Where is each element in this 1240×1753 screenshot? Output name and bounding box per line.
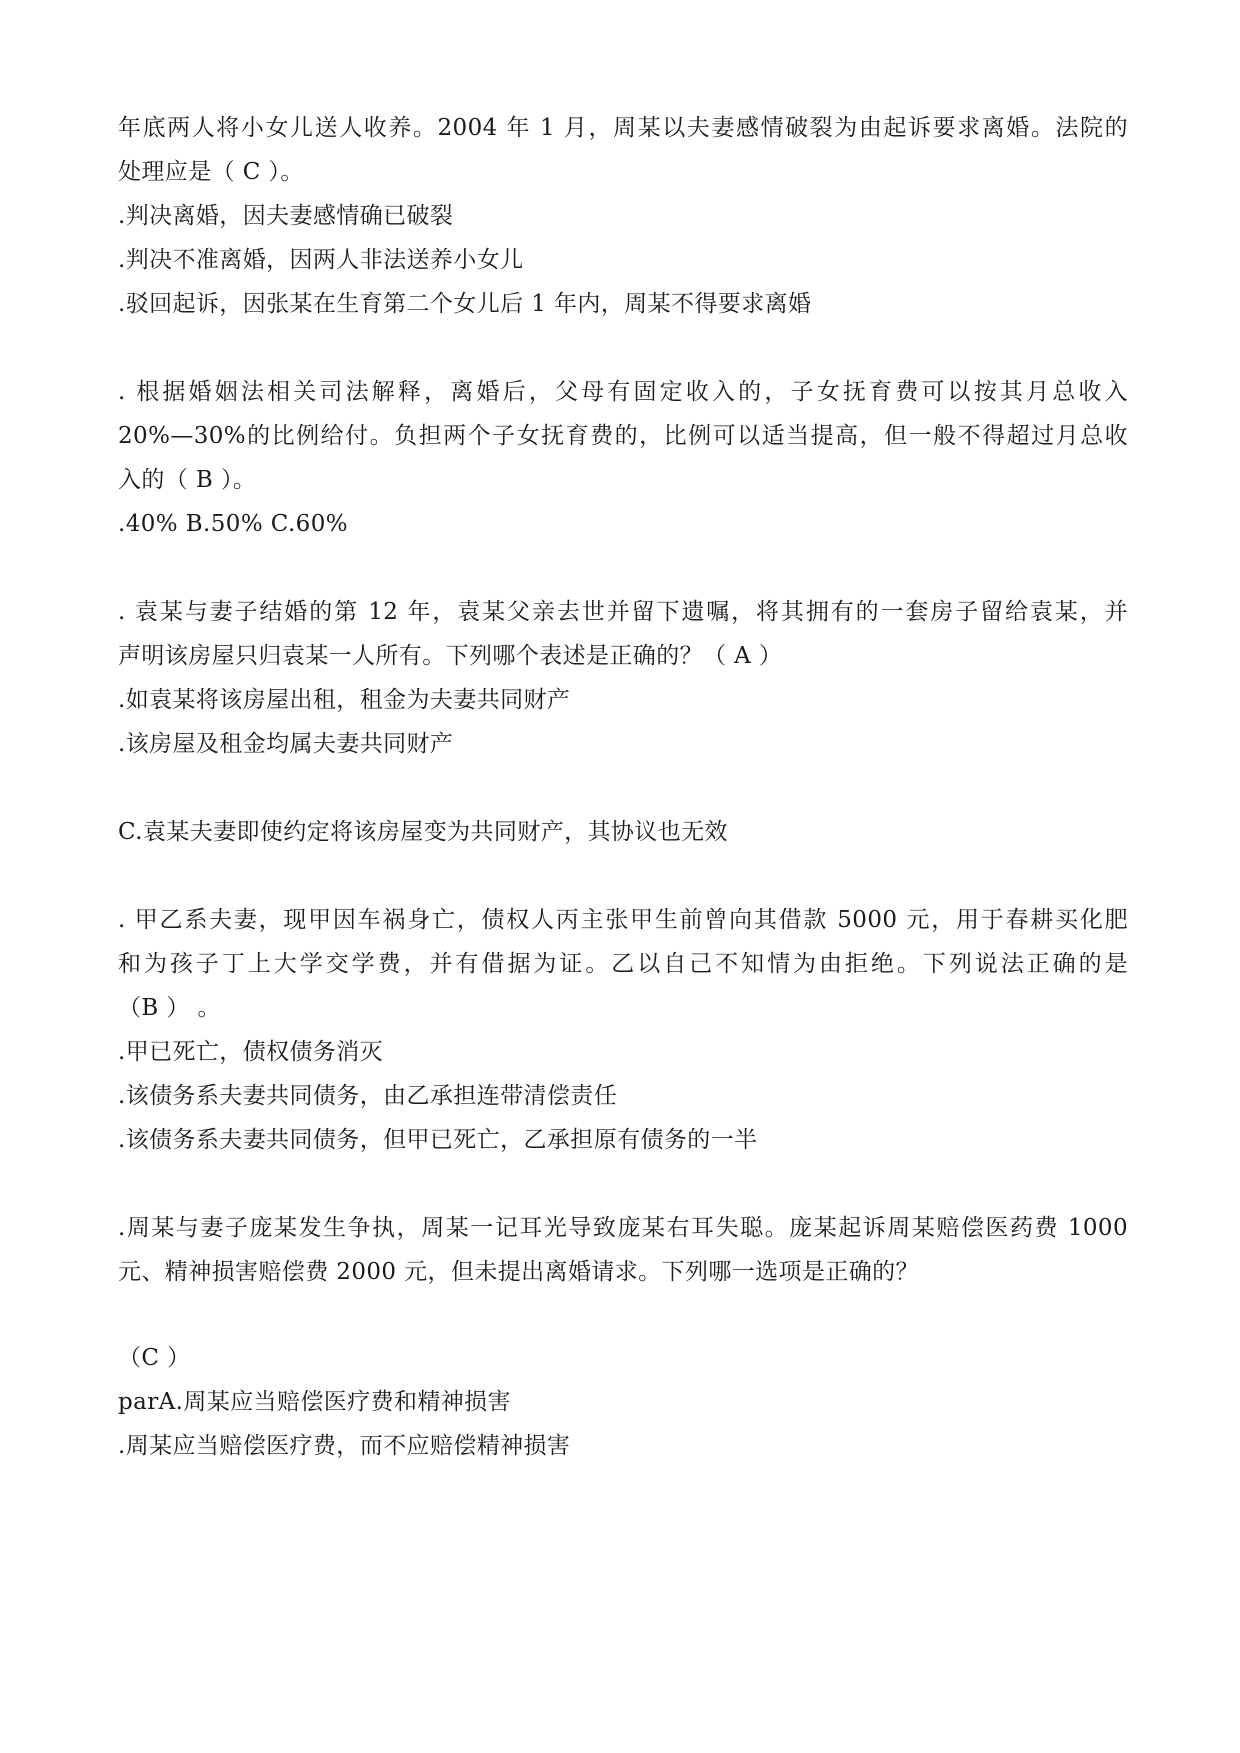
q2-stem-line-3: 入的（ B ）。 xyxy=(118,467,257,493)
q4-stem-line-3: （B ） 。 xyxy=(118,995,221,1021)
q5-stem-line-2: 元、精神损害赔偿费 2000 元，但未提出离婚请求。下列哪一选项是正确的？ xyxy=(118,1259,919,1285)
q1-option-c: .驳回起诉，因张某在生育第二个女儿后 1 年内，周某不得要求离婚 xyxy=(118,291,812,317)
q4-option-c: .该债务系夫妻共同债务，但甲已死亡，乙承担原有债务的一半 xyxy=(118,1127,758,1153)
q3-option-b: .该房屋及租金均属夫妻共同财产 xyxy=(118,731,454,757)
q5-option-a: parA.周某应当赔偿医疗费和精神损害 xyxy=(118,1389,511,1415)
q4-stem-line-1: . 甲乙系夫妻，现甲因车祸身亡，债权人丙主张甲生前曾向其借款 5000 元，用于春耕买化肥 xyxy=(118,907,1128,933)
q4-stem-line-2: 和为孩子丁上大学交学费，并有借据为证。乙以自己不知情为由拒绝。下列说法正确的是 xyxy=(118,951,1128,977)
q3-stem-line-1: . 袁某与妻子结婚的第 12 年，袁某父亲去世并留下遗嘱，将其拥有的一套房子留给袁某，并 xyxy=(118,599,1128,625)
q1-option-b: .判决不准离婚，因两人非法送养小女儿 xyxy=(118,247,524,273)
q5-answer: （C ） xyxy=(118,1345,191,1371)
q3-option-a: .如袁某将该房屋出租，租金为夫妻共同财产 xyxy=(118,687,571,713)
q2-options: .40% B.50% C.60% xyxy=(118,511,348,537)
q1-stem-line-2: 处理应是（ C ）。 xyxy=(118,159,304,185)
q2-stem-line-1: . 根据婚姻法相关司法解释，离婚后，父母有固定收入的，子女抚育费可以按其月总收入 xyxy=(118,379,1128,405)
q4-option-a: .甲已死亡，债权债务消灭 xyxy=(118,1039,384,1065)
q2-stem-line-2: 20%—30%的比例给付。负担两个子女抚育费的，比例可以适当提高，但一般不得超过月总收 xyxy=(118,423,1128,449)
q3-stem-line-2: 声明该房屋只归袁某一人所有。下列哪个表述是正确的？（ A ） xyxy=(118,643,783,669)
q5-option-b: .周某应当赔偿医疗费，而不应赔偿精神损害 xyxy=(118,1433,571,1459)
q4-option-b: .该债务系夫妻共同债务，由乙承担连带清偿责任 xyxy=(118,1083,618,1109)
q3-option-c: C.袁某夫妻即使约定将该房屋变为共同财产，其协议也无效 xyxy=(118,819,728,845)
q1-option-a: .判决离婚，因夫妻感情确已破裂 xyxy=(118,203,454,229)
q1-stem-line-1: 年底两人将小女儿送人收养。2004 年 1 月，周某以夫妻感情破裂为由起诉要求离婚。法院的 xyxy=(118,115,1128,141)
q5-stem-line-1: .周某与妻子庞某发生争执，周某一记耳光导致庞某右耳失聪。庞某起诉周某赔偿医药费 1000 xyxy=(118,1215,1128,1241)
